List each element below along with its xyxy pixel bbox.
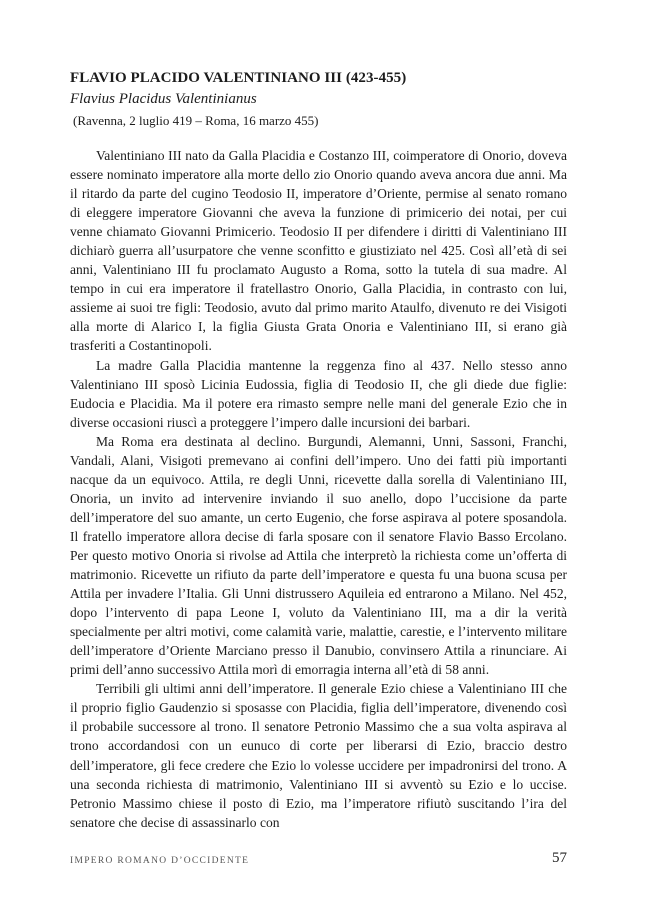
paragraph: Valentiniano III nato da Galla Placidia e Costanzo III, coimperatore di Onorio, doveva essere nominato imperatore alla morte dello zio Onorio quando aveva ancora due anni. Ma il ritardo da parte del cugino Teodosio II, imperatore d’Oriente, permise al senato romano di eleggere imperatore Giovanni che aveva la funzione di primicerio dei notai, per cui venne chiamato Giovanni Primicerio. Teodosio II per difendere i diritti di Valentiniano III dichiarò guerra all’usurpatore che venne sconfitto e giustiziato nel 425. Così all’età di sei anni, Valentiniano III fu proclamato Augusto a Roma, sotto la tutela di sua madre. Al tempo in cui era imperatore il fratellastro Onorio, Galla Placidia, in contrasto con lui, assieme ai suoi tre figli: Teodosio, avuto dal primo marito Ataulfo, divenuto re dei Visigoti alla morte di Alarico I, la figlia Giusta Grata Onoria e Valentiniano III, si erano già trasferiti a Costantinopoli. bbox=[70, 148, 567, 354]
chapter-title: FLAVIO PLACIDO VALENTINIANO III (423-455) bbox=[70, 70, 407, 86]
page-number: 57 bbox=[552, 850, 567, 866]
paragraph: Ma Roma era destinata al declino. Burgundi, Alemanni, Unni, Sassoni, Franchi, Vandali, Alani, Visigoti premevano ai confini dell’impero. Uno dei fatti più importanti nacque da un equivoco. Attila, re degli Unni, ricevette dalla sorella di Valentiniano III, Onoria, un invito ad intervenire inviando il suo anello, dopo l’uccisione da parte dell’imperatore del suo amante, un certo Eugenio, che forse aspirava al potere sposandola. Il fratello imperatore allora decise di farla sposare con il senatore Flavio Basso Ercolano. Per questo motivo Onoria si rivolse ad Attila che interpretò la richiesta come un’offerta di matrimonio. Ricevette un rifiuto da parte dell’imperatore e questa fu una buona scusa per Attila per invadere l’Italia. Gli Unni distrussero Aquileia ed entrarono a Milano. Nel 452, dopo l’intervento di papa Leone I, voluto da Valentiniano III, ma a dir la verità specialmente per altri motivi, come calamità varie, malattie, carestie, e l’intervento militare dell’imperatore d’Oriente Marciano presso il Danubio, convinsero Attila a rinunciare. Ai primi dell’anno successivo Attila morì di emorragia interna all’età di 58 anni. bbox=[70, 433, 567, 678]
birth-death-dates: (Ravenna, 2 luglio 419 – Roma, 16 marzo 455) bbox=[73, 113, 319, 128]
body-text bbox=[70, 146, 567, 832]
paragraph: Terribili gli ultimi anni dell’imperatore. Il generale Ezio chiese a Valentiniano III che il proprio figlio Gaudenzio si sposasse con Placidia, figlia dell’imperatore, divenendo così il probabile successore al trono. Il senatore Petronio Massimo che a sua volta aspirava al trono accordandosi con un eunuco di corte per liberarsi di Ezio, braccio destro dell’imperatore, gli fece credere che Ezio lo volesse uccidere per impadronirsi del trono. A una seconda richiesta di matrimonio, Valentiniano III si avventò su Ezio e lo uccise. Petronio Massimo chiese il posto di Ezio, ma l’imperatore rifiutò suscitando l’ira del senatore che decise di assassinarlo con bbox=[70, 681, 567, 830]
chapter-heading bbox=[70, 69, 590, 129]
latin-name: Flavius Placidus Valentinianus bbox=[70, 91, 257, 107]
running-head: IMPERO ROMANO D’OCCIDENTE bbox=[70, 856, 250, 866]
paragraph: La madre Galla Placidia mantenne la reggenza fino al 437. Nello stesso anno Valentiniano III sposò Licinia Eudossia, figlia di Teodosio II, che gli diede due figlie: Eudocia e Placidia. Ma il potere era rimasto sempre nelle mani del generale Ezio che in diverse occasioni riuscì a proteggere l’impero dalle incursioni dei barbari. bbox=[70, 357, 567, 430]
